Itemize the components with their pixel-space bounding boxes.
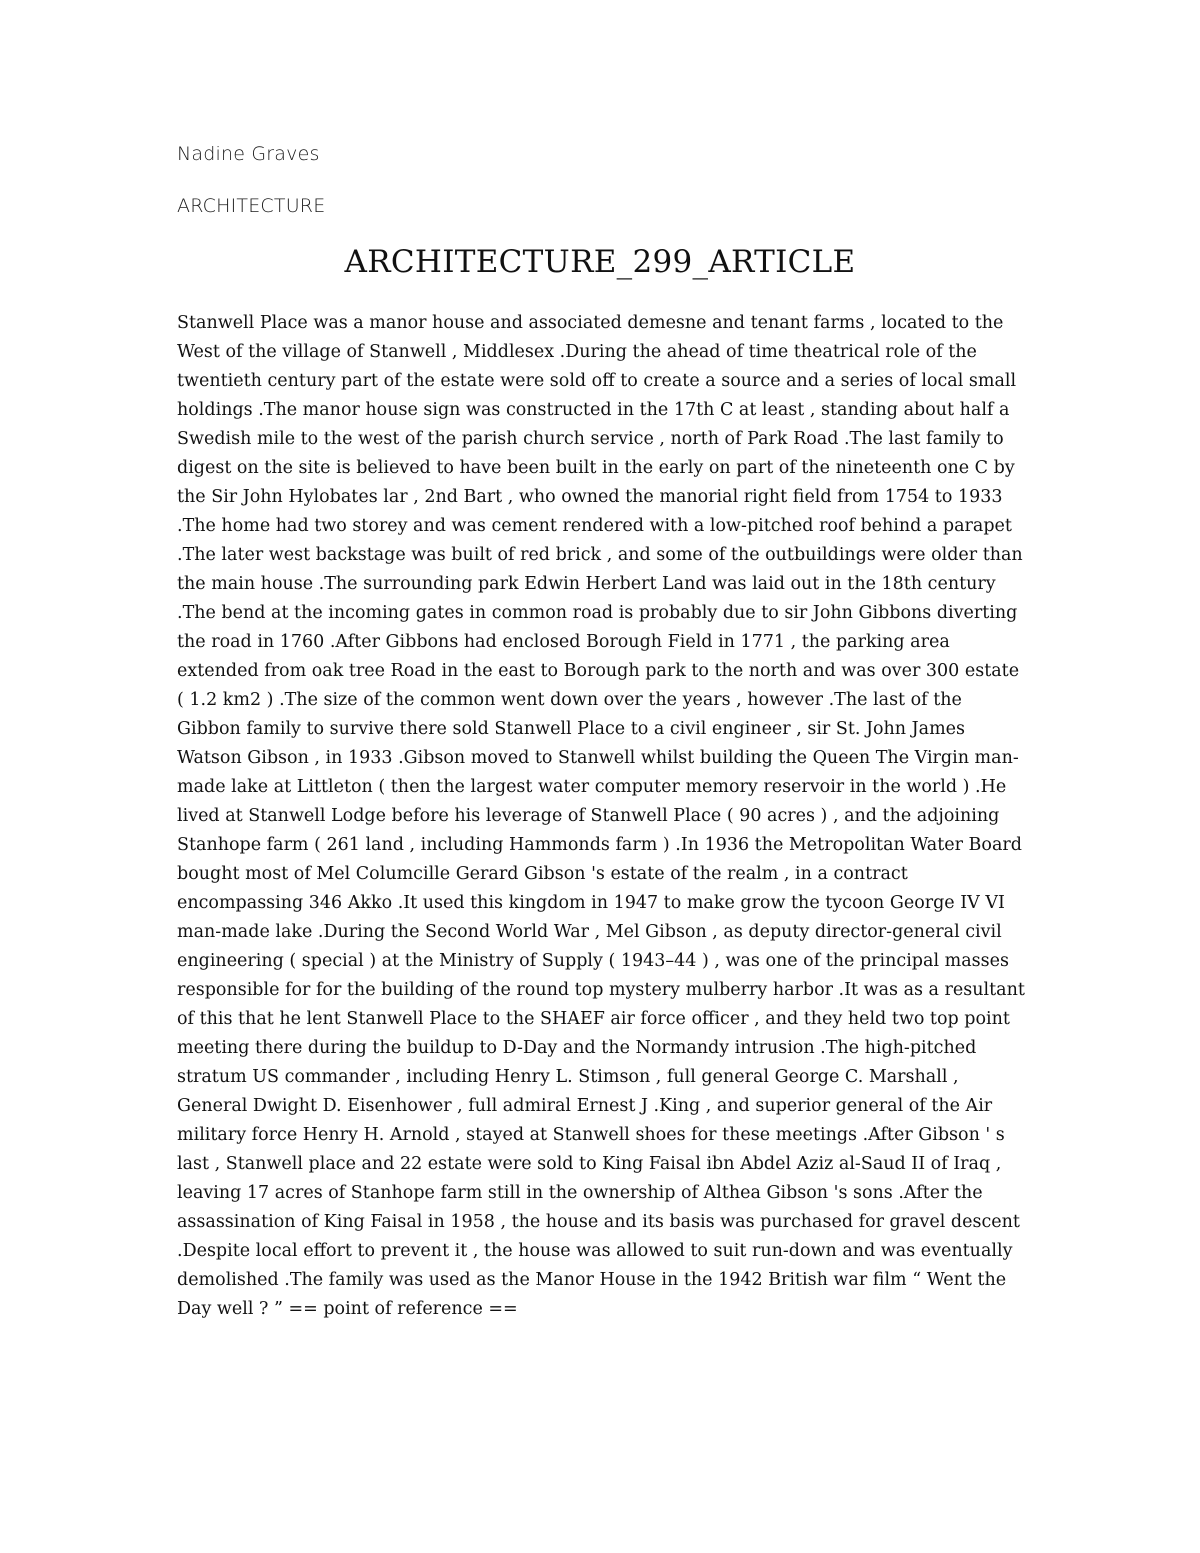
author-name: Nadine Graves [177,143,320,165]
subject-label: ARCHITECTURE [177,195,326,217]
document-title: ARCHITECTURE_299_ARTICLE [344,244,856,280]
article-body: Stanwell Place was a manor house and associated demesne and tenant farms , located to the West of the village of Stanwell , Middlesex .During the ahead of time theatrical role of the twentieth century part of the estate were sold off to create a source and a series of local small holdings .The manor house sign was constructed in the 17th C at least , standing about half a Swedish mile to the west of the parish church service , north of Park Road .The last family to digest on the site is believed to have been built in the early on part of the nineteenth one C by the Sir John Hylobates lar , 2nd Bart , who owned the manorial right field from 1754 to 1933 .The home had two storey and was cement rendered with a low-pitched roof behind a parapet .The later west backstage was built of red brick , and some of the outbuildings were older than the main house .The surrounding park Edwin Herbert Land was laid out in the 18th century .The bend at the incoming gates in common road is probably due to sir John Gibbons diverting the road in 1760 .After Gibbons had enclosed Borough Field in 1771 , the parking area extended from oak tree Road in the east to Borough park to the north and was over 300 estate ( 1.2 km2 ) .The size of the common went down over the years , however .The last of the Gibbon family to survive there sold Stanwell Place to a civil engineer , sir St. John James Watson Gibson , in 1933 .Gibson moved to Stanwell whilst building the Queen The Virgin man-made lake at Littleton ( then the largest water computer memory reservoir in the world ) .He lived at Stanwell Lodge before his leverage of Stanwell Place ( 90 acres ) , and the adjoining Stanhope farm ( 261 land , including Hammonds farm ) .In 1936 the Metropolitan Water Board bought most of Mel Columcille Gerard Gibson 's estate of the realm , in a contract encompassing 346 Akko .It used this kingdom in 1947 to make grow the tycoon George IV VI man-made lake .During the Second World War , Mel Gibson , as deputy director-general civil engineering ( special ) at the Ministry of Supply ( 1943–44 ) , was one of the principal masses responsible for for the building of the round top mystery mulberry harbor .It was as a resultant of this that he lent Stanwell Place to the SHAEF air force officer , and they held two top point meeting there during the buildup to D-Day and the Normandy intrusion .The high-pitched stratum US commander , including Henry L. Stimson , full general George C. Marshall , General Dwight D. Eisenhower , full admiral Ernest J .King , and superior general of the Air military force Henry H. Arnold , stayed at Stanwell shoes for these meetings .After Gibson ' s last , Stanwell place and 22 estate were sold to King Faisal ibn Abdel Aziz al-Saud II of Iraq , leaving 17 acres of Stanhope farm still in the ownership of Althea Gibson 's sons .After the assassination of King Faisal in 1958 , the house and its basis was purchased for gravel descent .Despite local effort to prevent it , the house was allowed to suit run-down and was eventually demolished .The family was used as the Manor House in the 1942 British war film “ Went the Day well ? ” == point of reference == [177,313,1025,1319]
